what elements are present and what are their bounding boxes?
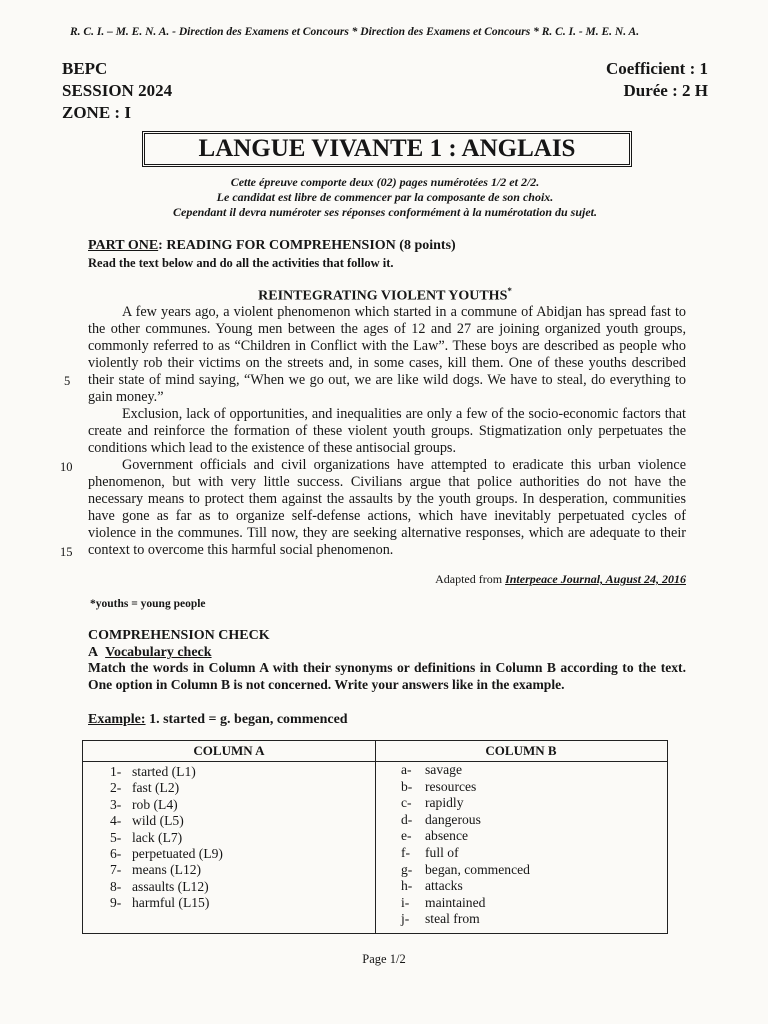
header-divider bbox=[83, 761, 667, 762]
item-number: 5- bbox=[110, 829, 122, 845]
intro-line: Cependant il devra numéroter ses réponses conformément à la numérotation du sujet. bbox=[172, 205, 598, 219]
column-b-item bbox=[401, 895, 530, 912]
column-a-list bbox=[110, 764, 223, 912]
column-b-list bbox=[401, 762, 530, 928]
item-word: means (L12) bbox=[132, 862, 202, 878]
reading-text-title bbox=[90, 286, 680, 305]
line-number: 10 bbox=[60, 460, 73, 474]
column-b-item bbox=[401, 845, 530, 862]
coefficient: Coefficient : 1 bbox=[606, 59, 708, 78]
item-word: perpetuated (L9) bbox=[132, 846, 223, 862]
column-b-item bbox=[401, 762, 530, 779]
item-word: fast (L2) bbox=[132, 780, 180, 796]
part-one-heading bbox=[88, 238, 456, 254]
exam-name: BEPC bbox=[62, 59, 108, 78]
item-definition: attacks bbox=[425, 878, 463, 894]
text-source bbox=[435, 572, 686, 587]
column-a-item bbox=[110, 830, 223, 846]
source-prefix: Adapted from bbox=[435, 572, 506, 586]
column-b-item bbox=[401, 795, 530, 812]
exam-intro bbox=[90, 175, 680, 220]
part-one-title: : READING FOR COMPREHENSION (8 points) bbox=[158, 238, 456, 253]
column-a-item bbox=[110, 813, 223, 829]
ministry-banner: R. C. I. – M. E. N. A. - Direction des Examens et Concours * Direction des Examens et Concours * R. C. I. - M. E. N. A. bbox=[70, 26, 640, 38]
reading-title-text: REINTEGRATING VIOLENT YOUTHS bbox=[258, 288, 508, 304]
item-letter: i- bbox=[401, 894, 410, 910]
item-word: rob (L4) bbox=[132, 796, 178, 812]
item-word: assaults (L12) bbox=[132, 878, 209, 894]
item-word: wild (L5) bbox=[132, 813, 184, 829]
column-a-header: COLUMN A bbox=[193, 743, 265, 758]
item-letter: c- bbox=[401, 795, 412, 811]
column-b-item bbox=[401, 779, 530, 796]
item-number: 7- bbox=[110, 862, 122, 878]
item-definition: full of bbox=[425, 844, 459, 860]
example-label: Example: bbox=[88, 712, 146, 727]
item-definition: savage bbox=[425, 762, 462, 777]
item-definition: dangerous bbox=[425, 811, 481, 827]
item-letter: e- bbox=[401, 828, 412, 844]
column-b-item bbox=[401, 828, 530, 845]
reading-text bbox=[88, 304, 686, 559]
item-number: 4- bbox=[110, 813, 122, 829]
column-a-item bbox=[110, 797, 223, 813]
vocabulary-instructions: Match the words in Column A with their synonyms or definitions in Column B according to the text. One option in Column B is not concerned. Write your answers like in the example. bbox=[88, 660, 686, 692]
intro-line: Le candidat est libre de commencer par la composante de son choix. bbox=[216, 190, 554, 204]
subject-title: LANGUE VIVANTE 1 : ANGLAIS bbox=[142, 131, 632, 167]
item-definition: began, commenced bbox=[425, 861, 530, 877]
item-word: harmful (L15) bbox=[132, 895, 210, 911]
column-b-item bbox=[401, 862, 530, 879]
item-letter: h- bbox=[401, 878, 413, 894]
exam-zone: ZONE : I bbox=[62, 103, 131, 122]
item-word: lack (L7) bbox=[132, 829, 183, 845]
item-number: 3- bbox=[110, 796, 122, 812]
column-divider bbox=[375, 741, 376, 933]
item-definition: resources bbox=[425, 778, 477, 794]
line-number: 15 bbox=[60, 545, 73, 559]
column-a-item bbox=[110, 895, 223, 911]
item-definition: maintained bbox=[425, 894, 486, 910]
paragraph: Government officials and civil organizations have attempted to eradicate this urban violence phenomenon, but with very little success. Civilians argue that police authorities do not have the necessary means to protect them against the assaults by the youth groups. In desperation, communities have gone as far as to organize self-defense actions, which have inevitably perpetuated cycles of violence in the communes. Till now, they are seeking alternative responses, which are adequate to their context to overcome this harmful social phenomenon. bbox=[88, 457, 686, 558]
column-a-item bbox=[110, 780, 223, 796]
source-title: Interpeace Journal, August 24, 2016 bbox=[505, 572, 686, 586]
page-number: Page 1/2 bbox=[362, 952, 406, 966]
item-number: 9- bbox=[110, 895, 122, 911]
item-letter: a- bbox=[401, 762, 412, 777]
section-title: Vocabulary check bbox=[105, 645, 212, 660]
exam-session: SESSION 2024 bbox=[62, 81, 173, 100]
column-a-item bbox=[110, 879, 223, 895]
example-text: 1. started = g. began, commenced bbox=[145, 712, 348, 727]
item-letter: f- bbox=[401, 844, 411, 860]
column-b-item bbox=[401, 812, 530, 829]
part-one-instruction: Read the text below and do all the activities that follow it. bbox=[88, 256, 394, 270]
column-b-header: COLUMN B bbox=[485, 743, 557, 758]
column-b-item bbox=[401, 878, 530, 895]
item-number: 1- bbox=[110, 764, 122, 779]
footnote-marker: * bbox=[507, 286, 512, 296]
example bbox=[88, 712, 348, 728]
exam-meta bbox=[606, 58, 708, 102]
item-word: started (L1) bbox=[132, 764, 196, 779]
comprehension-check-heading: COMPREHENSION CHECK bbox=[88, 628, 270, 643]
column-a-item bbox=[110, 846, 223, 862]
item-definition: absence bbox=[425, 828, 469, 844]
duration: Durée : 2 H bbox=[623, 81, 708, 100]
column-a-item bbox=[110, 862, 223, 878]
column-a-item bbox=[110, 764, 223, 780]
matching-table bbox=[82, 740, 668, 934]
item-definition: steal from bbox=[425, 911, 480, 927]
section-letter: A bbox=[88, 645, 99, 660]
item-number: 2- bbox=[110, 780, 122, 796]
paragraph: Exclusion, lack of opportunities, and inequalities are only a few of the socio-economic factors that create and reinforce the formation of these violent youth groups. Stigmatization only perpetuates the conditions which lead to the existence of these antisocial groups. bbox=[88, 406, 686, 456]
item-letter: j- bbox=[401, 911, 410, 927]
item-number: 6- bbox=[110, 846, 122, 862]
item-letter: b- bbox=[401, 778, 413, 794]
item-letter: d- bbox=[401, 811, 413, 827]
part-one-label: PART ONE bbox=[88, 238, 159, 253]
intro-line: Cette épreuve comporte deux (02) pages numérotées 1/2 et 2/2. bbox=[230, 175, 540, 189]
line-number: 5 bbox=[64, 374, 71, 388]
paragraph: A few years ago, a violent phenomenon which started in a commune of Abidjan has spread fast to the other communes. Young men between the ages of 12 and 27 are joining organized youth groups, commonly referred to as “Children in Conflict with the Law”. These boys are described as people who violently rob their victims on the streets and, in some cases, kill them. One of these youths described their state of mind saying, “When we go out, we are like wild dogs. We have to steal, do everything to gain money.” bbox=[88, 304, 686, 405]
item-number: 8- bbox=[110, 878, 122, 894]
column-b-item bbox=[401, 911, 530, 928]
footnote: *youths = young people bbox=[90, 598, 206, 610]
exam-info bbox=[62, 58, 172, 124]
item-letter: g- bbox=[401, 861, 413, 877]
item-definition: rapidly bbox=[425, 795, 464, 811]
